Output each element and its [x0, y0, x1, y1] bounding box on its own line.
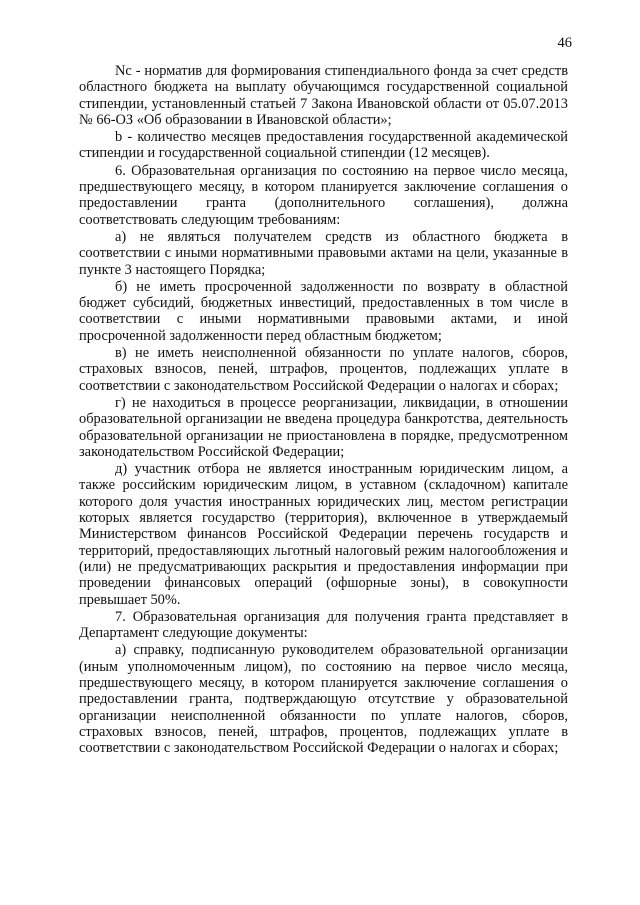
page-number: 46 [557, 35, 572, 51]
paragraph-section-6: 6. Образовательная организация по состоянию на первое число месяца, предшествующего месяцу, в котором планируется заключение соглашения о предоставлении гранта (дополнительного соглашения), должна соответствовать следующим требованиям: [79, 162, 568, 228]
paragraph-6b: б) не иметь просроченной задолженности по возврату в областной бюджет субсидий, бюджетных инвестиций, предоставленных в том числе в соответствии с иными нормативными правовыми актами, и иной просроченной задолженности перед областным бюджетом; [79, 278, 568, 344]
paragraph-section-7: 7. Образовательная организация для получения гранта представляет в Департамент следующие документы: [79, 608, 568, 642]
paragraph-6a: а) не являться получателем средств из областного бюджета в соответствии с иными нормативными правовыми актами на цели, указанные в пункте 3 настоящего Порядка; [79, 228, 568, 278]
document-body [79, 63, 568, 757]
paragraph-6v: в) не иметь неисполненной обязанности по уплате налогов, сборов, страховых взносов, пеней, штрафов, процентов, подлежащих уплате в соответствии с законодательством Российской Федерации о налогах и сборах; [79, 345, 568, 394]
paragraph-7a: а) справку, подписанную руководителем образовательной организации (иным уполномоченным лицом), по состоянию на первое число месяца, предшествующего месяцу, в котором планируется заключение соглашения о предоставлении гранта, подтверждающую отсутствие у образовательной организации неисполненной обязанности по уплате налогов, сборов, страховых взносов, пеней, штрафов, процентов, подлежащих уплате в соответствии с законодательством Российской Федерации о налогах и сборах; [79, 642, 568, 757]
paragraph-6d: д) участник отбора не является иностранным юридическим лицом, а также российским юридическим лицом, в уставном (складочном) капитале которого доля участия иностранных юридических лиц, местом регистрации которых является государство (территория), включенное в утверждаемый Министерством финансов Российской Федерации перечень государств и территорий, предоставляющих льготный налоговый режим налогообложения и (или) не предусматривающих раскрытия и предоставления информации при проведении финансовых операций (офшорные зоны), в совокупности превышает 50%. [79, 461, 568, 608]
paragraph-b-definition: b - количество месяцев предоставления государственной академической стипендии и государственной социальной стипендии (12 месяцев). [79, 129, 568, 162]
paragraph-6g: г) не находиться в процессе реорганизации, ликвидации, в отношении образовательной организации не введена процедура банкротства, деятельность образовательной организации не приостановлена в порядке, предусмотренном законодательством Российской Федерации; [79, 394, 568, 460]
paragraph-nc-definition: Nc - норматив для формирования стипендиального фонда за счет средств областного бюджета на выплату обучающимся государственной социальной стипендии, установленный статьей 7 Закона Ивановской области от 05.07.2013 № 66-ОЗ «Об образовании в Ивановской области»; [79, 63, 568, 128]
